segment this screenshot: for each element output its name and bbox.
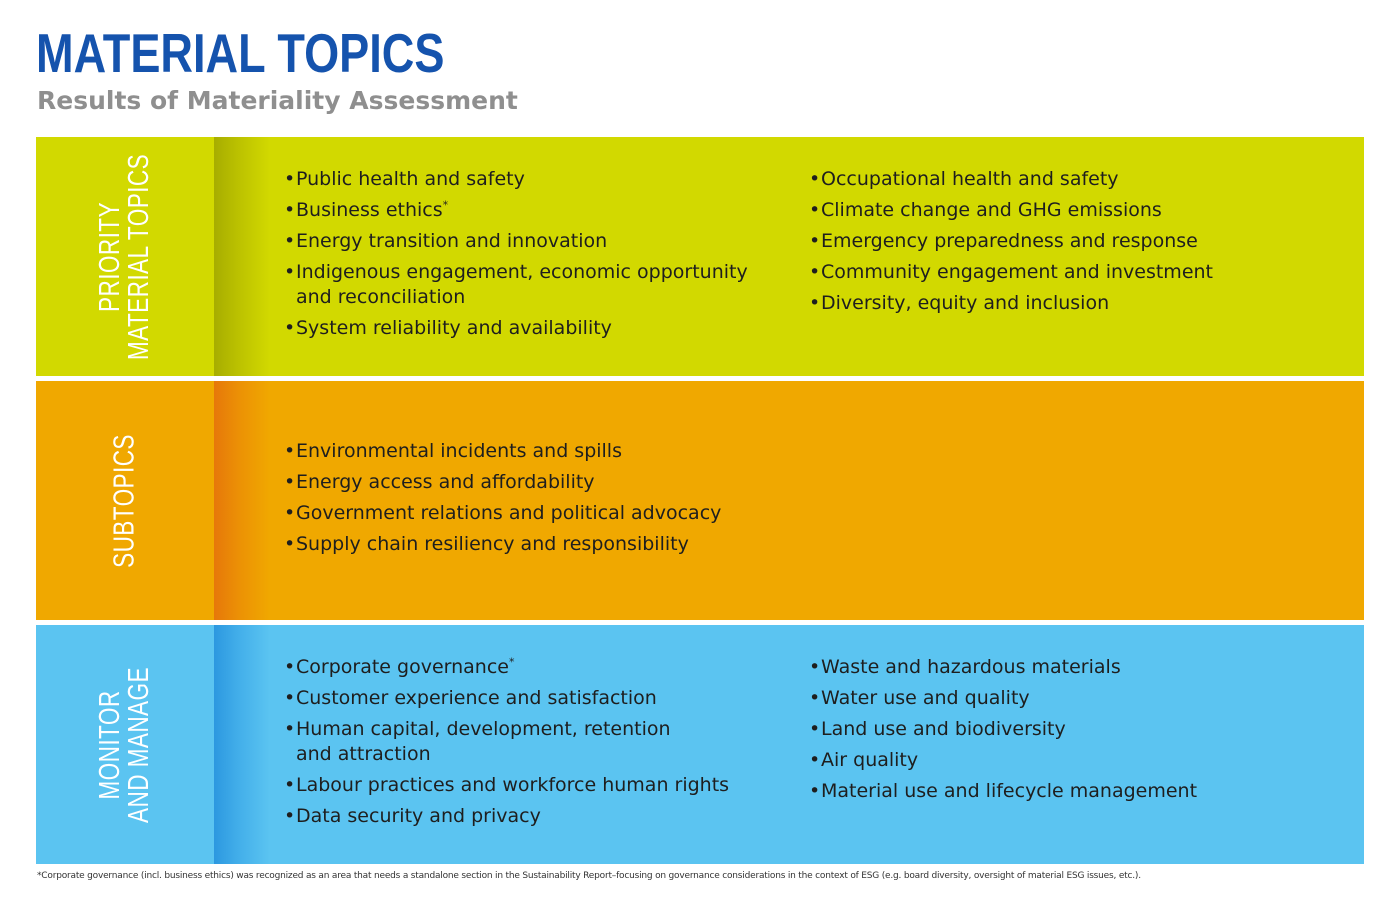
topic-list-left: [284, 167, 748, 347]
topic-item: [809, 748, 1197, 773]
topic-item: [284, 167, 748, 192]
bullet-icon: •: [284, 168, 296, 190]
band-label-line: AND MANAGE: [123, 666, 155, 823]
page-title: MATERIAL TOPICS: [36, 22, 445, 84]
topic-text: Material use and lifecycle management: [821, 780, 1198, 802]
topic-text: Human capital, development, retention: [296, 718, 671, 740]
topic-item: [284, 655, 729, 680]
bullet-icon: •: [809, 292, 821, 314]
topic-item: [284, 773, 729, 798]
band-shade: [214, 137, 270, 376]
band-label: [96, 153, 154, 359]
topic-text: Land use and biodiversity: [821, 718, 1066, 740]
topic-item: [809, 198, 1213, 223]
topic-text: System reliability and availability: [296, 317, 612, 339]
topic-text: Public health and safety: [296, 168, 525, 190]
topic-item: [809, 167, 1213, 192]
topic-item: [809, 291, 1213, 316]
topic-text: Water use and quality: [821, 687, 1030, 709]
topic-item: [809, 717, 1197, 742]
band-label-column: [36, 381, 214, 620]
footnote: *Corporate governance (incl. business ethics) was recognized as an area that needs a standalone section in the Sustainability Report–focusing on governance considerations in the context of ESG (e.g. board diversity, oversight of material ESG issues, etc.).: [37, 871, 1141, 881]
topic-text: Data security and privacy: [296, 805, 541, 827]
topic-text: Waste and hazardous materials: [821, 656, 1121, 678]
topic-item: [284, 804, 729, 829]
topic-item: [809, 779, 1197, 804]
topic-text: Business ethics: [296, 199, 443, 221]
bullet-icon: •: [809, 687, 821, 709]
bullet-icon: •: [284, 440, 296, 462]
band-label-line: PRIORITY: [94, 201, 126, 312]
bullet-icon: •: [809, 749, 821, 771]
topic-text: Indigenous engagement, economic opportunity: [296, 261, 748, 283]
topic-item: [809, 686, 1197, 711]
topic-text-continuation: and reconciliation: [296, 286, 466, 308]
bullet-icon: •: [284, 774, 296, 796]
topic-text: Customer experience and satisfaction: [296, 687, 657, 709]
topic-item: [284, 260, 748, 310]
topic-text-continuation: and attraction: [296, 743, 431, 765]
topic-item: [809, 655, 1197, 680]
bullet-icon: •: [284, 230, 296, 252]
topic-text: Diversity, equity and inclusion: [821, 292, 1110, 314]
topic-text: Government relations and political advocacy: [296, 502, 722, 524]
topic-item: [284, 532, 721, 557]
band-priority: [36, 137, 1364, 376]
bullet-icon: •: [809, 718, 821, 740]
page-subtitle: Results of Materiality Assessment: [37, 86, 518, 115]
topic-text: Energy transition and innovation: [296, 230, 608, 252]
topic-item: [284, 686, 729, 711]
topic-text: Environmental incidents and spills: [296, 440, 622, 462]
band-subtopics: [36, 381, 1364, 620]
bullet-icon: •: [284, 317, 296, 339]
band-monitor: [36, 625, 1364, 864]
topic-list-left: [284, 439, 721, 563]
bullet-icon: •: [284, 718, 296, 740]
topic-item: [284, 198, 748, 223]
band-label-column: [36, 625, 214, 864]
bullet-icon: •: [809, 168, 821, 190]
topic-item: [809, 229, 1213, 254]
topic-text: Labour practices and workforce human rights: [296, 774, 730, 796]
topic-list-right: [809, 655, 1197, 810]
topic-item: [809, 260, 1213, 285]
topic-text: Occupational health and safety: [821, 168, 1119, 190]
band-label-line: SUBTOPICS: [108, 433, 141, 568]
topic-text: Emergency preparedness and response: [821, 230, 1198, 252]
topic-text: Supply chain resiliency and responsibility: [296, 533, 689, 555]
bullet-icon: •: [284, 261, 296, 283]
bullet-icon: •: [284, 502, 296, 524]
bullet-icon: •: [284, 656, 296, 678]
topic-text: Climate change and GHG emissions: [821, 199, 1162, 221]
topic-item: [284, 501, 721, 526]
footnote-marker: *: [442, 198, 449, 212]
footnote-marker: *: [508, 655, 515, 669]
band-shade: [214, 625, 270, 864]
topic-text: Corporate governance: [296, 656, 509, 678]
topic-item: [284, 439, 721, 464]
bullet-icon: •: [809, 199, 821, 221]
bullet-icon: •: [809, 261, 821, 283]
topic-text: Air quality: [821, 749, 919, 771]
topic-text: Energy access and affordability: [296, 471, 595, 493]
bullet-icon: •: [284, 199, 296, 221]
topic-item: [284, 316, 748, 341]
bullet-icon: •: [809, 230, 821, 252]
topic-item: [284, 229, 748, 254]
band-label: [108, 433, 141, 568]
band-label-column: [36, 137, 214, 376]
topic-list-right: [809, 167, 1213, 322]
topic-list-left: [284, 655, 729, 835]
topic-item: [284, 717, 729, 767]
bullet-icon: •: [284, 533, 296, 555]
topic-item: [284, 470, 721, 495]
bullet-icon: •: [284, 687, 296, 709]
bullet-icon: •: [809, 780, 821, 802]
bullet-icon: •: [284, 471, 296, 493]
band-shade: [214, 381, 270, 620]
bullet-icon: •: [809, 656, 821, 678]
topic-text: Community engagement and investment: [821, 261, 1213, 283]
band-label-line: MATERIAL TOPICS: [123, 153, 155, 360]
band-label: [96, 667, 154, 823]
bullet-icon: •: [284, 805, 296, 827]
band-label-line: MONITOR: [94, 689, 126, 800]
